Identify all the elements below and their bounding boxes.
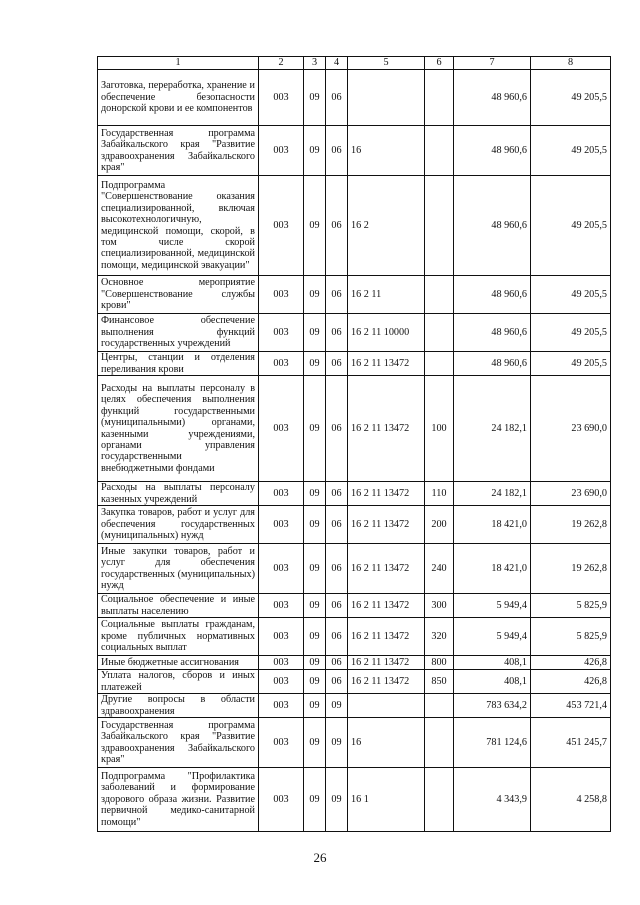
code-ministry: 003 xyxy=(259,70,304,126)
row-name: Центры, станции и отделения переливания крови xyxy=(98,352,259,376)
amount-year-1: 408,1 xyxy=(454,656,531,670)
amount-year-2: 49 205,5 xyxy=(531,176,611,276)
row-name: Государственная программа Забайкальского края "Развитие здравоохранения Забайкальского края" xyxy=(98,126,259,176)
code-section: 09 xyxy=(304,618,326,656)
code-section: 09 xyxy=(304,126,326,176)
row-name: Государственная программа Забайкальского края "Развитие здравоохранения Забайкальского края" xyxy=(98,718,259,768)
row-name: Финансовое обеспечение выполнения функций государственных учреждений xyxy=(98,314,259,352)
code-subsection: 06 xyxy=(326,314,348,352)
column-header: 5 xyxy=(348,57,425,70)
code-expense-type: 800 xyxy=(425,656,454,670)
code-ministry: 003 xyxy=(259,594,304,618)
table-row xyxy=(98,768,611,832)
code-section: 09 xyxy=(304,482,326,506)
code-ministry: 003 xyxy=(259,126,304,176)
row-name: Иные закупки товаров, работ и услуг для обеспечения государственных (муниципальных) нужд xyxy=(98,544,259,594)
code-target-article: 16 xyxy=(348,718,425,768)
table-row xyxy=(98,718,611,768)
code-expense-type xyxy=(425,352,454,376)
amount-year-1: 5 949,4 xyxy=(454,594,531,618)
code-subsection: 06 xyxy=(326,376,348,482)
code-section: 09 xyxy=(304,314,326,352)
table-body xyxy=(98,70,611,832)
row-name: Иные бюджетные ассигнования xyxy=(98,656,259,670)
amount-year-2: 49 205,5 xyxy=(531,276,611,314)
code-subsection: 06 xyxy=(326,594,348,618)
code-subsection: 06 xyxy=(326,618,348,656)
amount-year-1: 18 421,0 xyxy=(454,506,531,544)
code-section: 09 xyxy=(304,544,326,594)
column-header: 3 xyxy=(304,57,326,70)
code-ministry: 003 xyxy=(259,176,304,276)
amount-year-1: 781 124,6 xyxy=(454,718,531,768)
table-row xyxy=(98,126,611,176)
code-expense-type xyxy=(425,126,454,176)
table-row xyxy=(98,70,611,126)
code-section: 09 xyxy=(304,670,326,694)
table-row xyxy=(98,314,611,352)
column-header: 2 xyxy=(259,57,304,70)
amount-year-1: 48 960,6 xyxy=(454,176,531,276)
table-row xyxy=(98,670,611,694)
code-section: 09 xyxy=(304,694,326,718)
row-name: Уплата налогов, сборов и иных платежей xyxy=(98,670,259,694)
code-section: 09 xyxy=(304,656,326,670)
code-subsection: 09 xyxy=(326,718,348,768)
page-number: 26 xyxy=(313,850,327,865)
code-section: 09 xyxy=(304,768,326,832)
amount-year-1: 48 960,6 xyxy=(454,276,531,314)
code-subsection: 09 xyxy=(326,694,348,718)
code-target-article: 16 1 xyxy=(348,768,425,832)
code-expense-type: 100 xyxy=(425,376,454,482)
amount-year-2: 5 825,9 xyxy=(531,618,611,656)
table-row xyxy=(98,694,611,718)
amount-year-2: 19 262,8 xyxy=(531,544,611,594)
amount-year-1: 5 949,4 xyxy=(454,618,531,656)
code-subsection: 06 xyxy=(326,670,348,694)
column-header: 1 xyxy=(98,57,259,70)
column-header: 7 xyxy=(454,57,531,70)
code-target-article xyxy=(348,70,425,126)
table-row xyxy=(98,482,611,506)
column-header: 6 xyxy=(425,57,454,70)
code-subsection: 06 xyxy=(326,276,348,314)
code-ministry: 003 xyxy=(259,352,304,376)
amount-year-2: 426,8 xyxy=(531,670,611,694)
amount-year-1: 408,1 xyxy=(454,670,531,694)
code-expense-type xyxy=(425,694,454,718)
amount-year-1: 48 960,6 xyxy=(454,314,531,352)
amount-year-1: 24 182,1 xyxy=(454,376,531,482)
code-subsection: 06 xyxy=(326,352,348,376)
row-name: Подпрограмма "Профилактика заболеваний и формирование здорового образа жизни. Развитие первичной медико-санитарной помощи" xyxy=(98,768,259,832)
code-ministry: 003 xyxy=(259,670,304,694)
code-expense-type xyxy=(425,276,454,314)
amount-year-2: 4 258,8 xyxy=(531,768,611,832)
row-name: Закупка товаров, работ и услуг для обеспечения государственных (муниципальных) нужд xyxy=(98,506,259,544)
code-expense-type xyxy=(425,314,454,352)
amount-year-2: 426,8 xyxy=(531,656,611,670)
code-target-article: 16 2 11 13472 xyxy=(348,352,425,376)
amount-year-2: 453 721,4 xyxy=(531,694,611,718)
code-target-article: 16 2 11 13472 xyxy=(348,670,425,694)
code-target-article: 16 2 11 13472 xyxy=(348,376,425,482)
table-row xyxy=(98,618,611,656)
code-ministry: 003 xyxy=(259,694,304,718)
row-name: Расходы на выплаты персоналу казенных учреждений xyxy=(98,482,259,506)
code-ministry: 003 xyxy=(259,718,304,768)
code-target-article: 16 2 11 xyxy=(348,276,425,314)
code-expense-type: 320 xyxy=(425,618,454,656)
amount-year-1: 24 182,1 xyxy=(454,482,531,506)
code-section: 09 xyxy=(304,594,326,618)
row-name: Социальное обеспечение и иные выплаты населению xyxy=(98,594,259,618)
amount-year-2: 49 205,5 xyxy=(531,70,611,126)
code-section: 09 xyxy=(304,506,326,544)
table-row xyxy=(98,544,611,594)
code-expense-type: 850 xyxy=(425,670,454,694)
row-name: Расходы на выплаты персоналу в целях обеспечения выполнения функций государственными (муниципальными) органами, казенными учреждениями, органами управления государственными внебюджетными фондами xyxy=(98,376,259,482)
code-section: 09 xyxy=(304,376,326,482)
table-header-row xyxy=(98,57,611,70)
amount-year-1: 48 960,6 xyxy=(454,352,531,376)
table-row xyxy=(98,176,611,276)
code-expense-type xyxy=(425,718,454,768)
table-row xyxy=(98,376,611,482)
code-expense-type xyxy=(425,176,454,276)
amount-year-2: 451 245,7 xyxy=(531,718,611,768)
table-row xyxy=(98,594,611,618)
code-target-article xyxy=(348,694,425,718)
row-name: Подпрограмма "Совершенствование оказания специализированной, включая высокотехнологичную, медицинской помощи, скорой, в том числе скорой специализированной, медицинской помощи, медицинской эвакуации" xyxy=(98,176,259,276)
amount-year-2: 19 262,8 xyxy=(531,506,611,544)
code-target-article: 16 2 11 13472 xyxy=(348,618,425,656)
row-name: Социальные выплаты гражданам, кроме публичных нормативных социальных выплат xyxy=(98,618,259,656)
code-expense-type xyxy=(425,768,454,832)
code-subsection: 06 xyxy=(326,656,348,670)
code-target-article: 16 xyxy=(348,126,425,176)
amount-year-2: 5 825,9 xyxy=(531,594,611,618)
code-expense-type: 200 xyxy=(425,506,454,544)
code-ministry: 003 xyxy=(259,276,304,314)
table-row xyxy=(98,276,611,314)
code-target-article: 16 2 11 13472 xyxy=(348,544,425,594)
code-expense-type: 240 xyxy=(425,544,454,594)
code-ministry: 003 xyxy=(259,376,304,482)
code-subsection: 06 xyxy=(326,126,348,176)
amount-year-1: 48 960,6 xyxy=(454,126,531,176)
code-target-article: 16 2 11 13472 xyxy=(348,594,425,618)
amount-year-2: 49 205,5 xyxy=(531,126,611,176)
code-section: 09 xyxy=(304,352,326,376)
code-section: 09 xyxy=(304,276,326,314)
amount-year-1: 48 960,6 xyxy=(454,70,531,126)
code-section: 09 xyxy=(304,70,326,126)
code-subsection: 06 xyxy=(326,70,348,126)
code-ministry: 003 xyxy=(259,482,304,506)
column-header: 8 xyxy=(531,57,611,70)
amount-year-2: 23 690,0 xyxy=(531,482,611,506)
code-ministry: 003 xyxy=(259,506,304,544)
budget-table xyxy=(97,56,611,832)
code-ministry: 003 xyxy=(259,656,304,670)
code-subsection: 06 xyxy=(326,506,348,544)
amount-year-1: 18 421,0 xyxy=(454,544,531,594)
code-subsection: 06 xyxy=(326,176,348,276)
amount-year-2: 23 690,0 xyxy=(531,376,611,482)
row-name: Другие вопросы в области здравоохранения xyxy=(98,694,259,718)
table-row xyxy=(98,656,611,670)
code-expense-type: 300 xyxy=(425,594,454,618)
code-expense-type xyxy=(425,70,454,126)
row-name: Заготовка, переработка, хранение и обеспечение безопасности донорской крови и ее компонентов xyxy=(98,70,259,126)
amount-year-2: 49 205,5 xyxy=(531,352,611,376)
table-row xyxy=(98,506,611,544)
code-subsection: 06 xyxy=(326,544,348,594)
column-header: 4 xyxy=(326,57,348,70)
code-section: 09 xyxy=(304,176,326,276)
amount-year-1: 783 634,2 xyxy=(454,694,531,718)
code-target-article: 16 2 11 13472 xyxy=(348,482,425,506)
code-target-article: 16 2 11 13472 xyxy=(348,506,425,544)
code-ministry: 003 xyxy=(259,768,304,832)
code-target-article: 16 2 11 13472 xyxy=(348,656,425,670)
amount-year-1: 4 343,9 xyxy=(454,768,531,832)
code-ministry: 003 xyxy=(259,314,304,352)
code-subsection: 09 xyxy=(326,768,348,832)
code-subsection: 06 xyxy=(326,482,348,506)
code-ministry: 003 xyxy=(259,544,304,594)
code-section: 09 xyxy=(304,718,326,768)
code-expense-type: 110 xyxy=(425,482,454,506)
amount-year-2: 49 205,5 xyxy=(531,314,611,352)
row-name: Основное мероприятие "Совершенствование службы крови" xyxy=(98,276,259,314)
code-ministry: 003 xyxy=(259,618,304,656)
table-row xyxy=(98,352,611,376)
code-target-article: 16 2 11 10000 xyxy=(348,314,425,352)
code-target-article: 16 2 xyxy=(348,176,425,276)
